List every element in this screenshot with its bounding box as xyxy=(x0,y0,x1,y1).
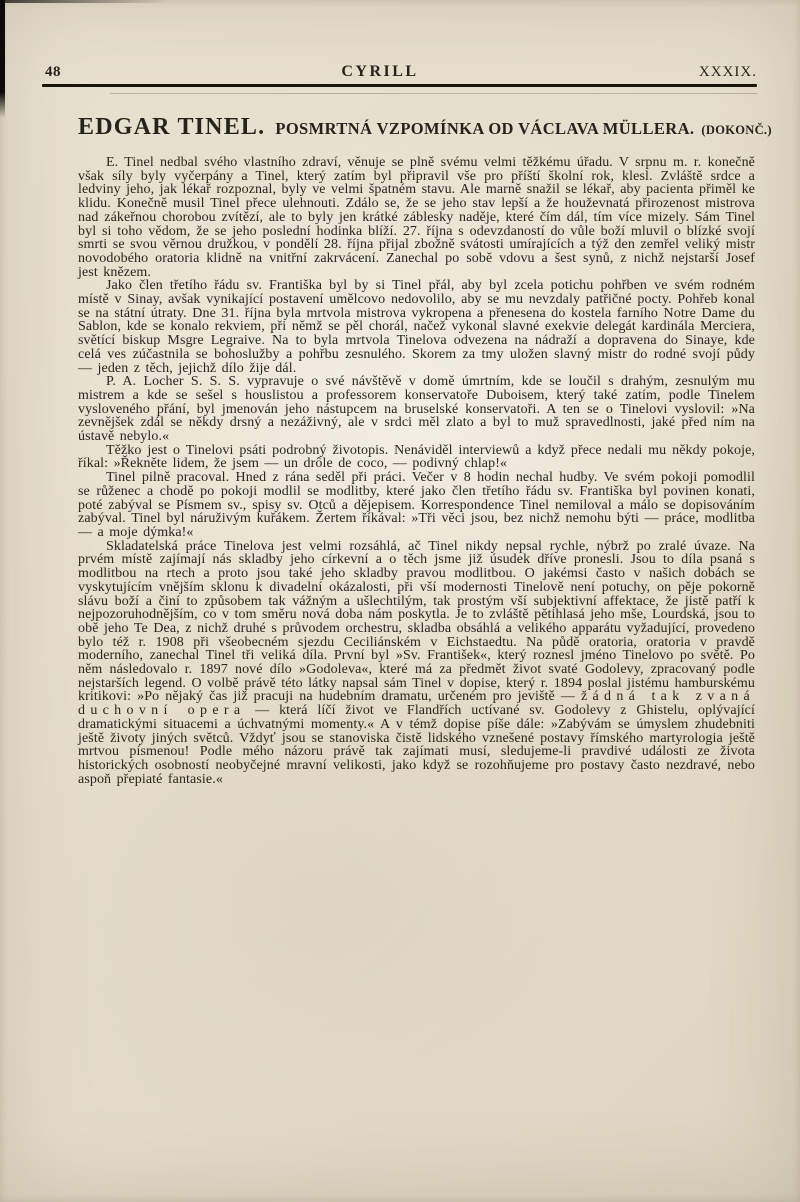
article-title-row xyxy=(78,114,772,141)
paragraph: Jako člen třetího řádu sv. Františka byl by si Tinel přál, aby byl zcela potichu pohřben ve svém rodném místě v Sinay, avšak vynikající postavení umělcovo nedovolilo, aby se mu nevzdaly patřičné pocty. Pohřeb konal se na státní útraty. Dne 31. října byla mrtvola mistrova vykropena a přenesena do kostela farního Notre Dame du Sablon, kde se konalo rekviem, při němž se pěl chorál, načež vykonal slavné exekvie delegát kardinála Merciera, světící biskup Msgre Legraive. Na to byla mrtvola Tinelova odvezena na nádraží a dopravena do Sinaye, kde celá ves zúčastnila se bohoslužby a pohřbu zesnulého. Skorem za tmy uložen slavný mistr do rodné svojí půdy — jeden z těch, jejichž dílo žije dál. xyxy=(78,278,755,376)
paragraph: E. Tinel nedbal svého vlastního zdraví, věnuje se plně svému velmi těžkému úřadu. V srpnu m. r. konečně však síly byly vyčerpány a Tinel, který zatím byl připravil vše pro příští školní rok, klesl. Zvláště srdce a ledviny jeho, jak lékař rozpoznal, byly ve velmi špatném stavu. Ale marně snažil se lékař, aby pacienta přiměl ke klidu. Konečně musil Tinel přece ulehnouti. Zdálo se, že se jeho stav lepší a že houževnatá přirozenost mistrova nad zákeřnou chorobou zvítězí, ale to byly jen krátké záblesky naděje, které čím dál, tím více mizely. Sám Tinel byl si toho vědom, že se jeho poslední hodinka blíží. 27. října s odevzdaností do vůle boží mluvil o blízké svojí smrti se svou věrnou družkou, v pondělí 28. října přijal zbožně svátosti umírajících a týž den zemřel veliký mistr novodobého oratoria klidně na vnitřní zakrvácení. Zanechal po sobě vdovu a šest synů, z nichž nejstarší Josef jest knězem. xyxy=(78,155,755,280)
paragraph-text: Skladatelská práce Tinelova jest velmi rozsáhlá, ač Tinel nikdy nepsal rychle, nýbrž po zralé úvaze. Na prvém místě zajímají nás skladby jeho církevní a o těch jsme již úsudek dříve pronesli. Jsou to díla psaná s modlitbou na rtech a proto jsou také jeho skladby pravou modlitbou. O jakémsi často v našich dobách se vyskytujícím vnějším sklonu k divadelní okázalosti, při vší modernosti Tinelově není potuchy, on pěje pokorně slávu boží a činí to způsobem tak vážným a ušlechtilým, tak prostým vší subjektivní affektace, že jistě patří k nejpozoruhodnějším, co v tom směru nová doba nám poskytla. Je to zvláště pětihlasá jeho mše, Lourdská, jsou to obě jeho Te Dea, z nichž druhé s průvodem orchestru, skladba obsáhlá a velikého apparátu vyžadující, provedeno bylo též r. 1908 při všeobecném sjezdu Ceciliánském v Eichstaedtu. Na půdě oratoria, oratoria v pravdě moderního, zanechal Tinel tři veliká díla. První byl »Sv. František«, který roznesl jméno Tinelovo po světě. Po něm následovalo r. 1897 nové dílo »Godoleva«, které má za předmět život svaté Godolevy, zpracovaný podle nejstarších legend. O volbě právě této látky napsal sám Tinel v dopise, který r. 1894 poslal jistému hamburskému kritikovi: »Po nějaký čas již pracuji na hudebním dramatu, určeném pro jeviště — xyxy=(78,538,755,705)
volume-number: XXXIX. xyxy=(698,64,757,80)
letterspaced-emphasis: žádná tak zvaná duchovní opera xyxy=(78,689,755,719)
paragraph: Těžko jest o Tinelovi psáti podrobný životopis. Nenáviděl interviewů a když přece nedali mu někdy pokoje, říkal: »Řekněte lidem, že jsem — un drôle de coco, — podivný chlap!« xyxy=(78,442,755,472)
article-body xyxy=(78,156,755,786)
paragraph xyxy=(78,540,755,787)
journal-title: CYRILL xyxy=(341,63,419,80)
header-rule xyxy=(42,84,757,87)
scan-artifact-top-edge xyxy=(0,0,170,3)
page-number: 48 xyxy=(45,64,61,80)
article-subtitle-suffix: (DOKONČ.) xyxy=(701,123,772,137)
paragraph: Tinel pilně pracoval. Hned z rána seděl při práci. Večer v 8 hodin nechal hudby. Ve svém pokoji pomodlil se růženec a chodě po pokoji modlil se modlitby, které jako člen třetího řádu sv. Františka byl povinen konati, poté zabýval se Písmem sv., spisy sv. Otců a dějepisem. Korrespondence Tinel nemiloval a málo se dopisováním zabýval. Tinel byl náruživým kuřákem. Žertem říkával: »Tři věci jsou, bez nichž nemohu býti — práce, modlitba — a moje dýmka!« xyxy=(78,470,755,540)
article-subtitle: POSMRTNÁ VZPOMÍNKA OD VÁCLAVA MÜLLERA. xyxy=(275,119,695,138)
running-head xyxy=(45,63,757,81)
article-title: EDGAR TINEL. xyxy=(78,114,266,140)
header-rule-ghost xyxy=(110,93,757,94)
paragraph-text: — která líčí život ve Flandřích uctívané sv. Godolevy z Ghistelu, oplývající dramatickými situacemi a úchvatnými momenty.« A v témž dopise píše dále: »Zabývám se úmyslem zhudebniti ještě životy jiných světců. Vždyť jsou se stanoviska čistě lidského vznešené postavy římského martyrologia ještě mrtvou písmenou! Podle mého názoru právě tak zajímati musí, sledujeme-li pravdivé události ze života historických osobností neobyčejné mravní velikosti, jako když se rozohňujeme pro postavy často nezdravé, nebo aspoň přepiaté fantasie.« xyxy=(78,703,755,787)
paragraph: P. A. Locher S. S. S. vypravuje o své návštěvě v domě úmrtním, kde se loučil s drahým, zesnulým mu mistrem a kde se sešel s houslistou a professorem konservatoře Duboisem, který také zatím, podle Tinelem vysloveného přání, byl jmenován jeho nástupcem na bruselské konservatoři. A ten se o Tinelovi vyslovil: »Na zevnějšek zdál se někdy drsný a nezáživný, ale v srdci měl zlato a byl to muž spravedlnosti, jaké před ním na ústavě nebylo.« xyxy=(78,374,755,445)
scan-artifact-left-edge xyxy=(0,0,5,118)
